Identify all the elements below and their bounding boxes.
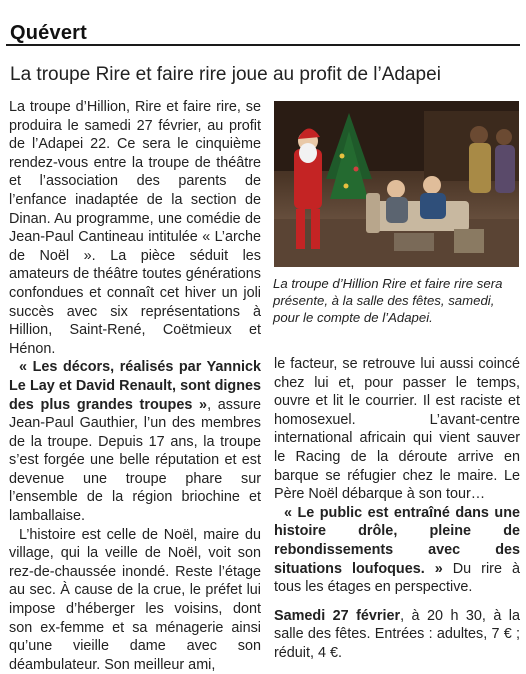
paragraph <box>9 526 261 674</box>
paragraph <box>9 98 261 358</box>
paragraph-text: le facteur, se retrouve lui aussi coincé chez lui et, pour passer le temps, ouvre et lit le courrier. Il est raciste et homosexuel. L’avant-centre international africain qui vient sauver le Racing de la déroute arrive en barque se réfugier chez le maire. Le Père Noël débarque à son tour… <box>274 356 520 503</box>
article-column-left <box>9 98 261 673</box>
section-title: Quévert <box>10 22 87 44</box>
stage-scene-image <box>274 101 519 267</box>
section-header <box>6 2 520 46</box>
paragraph-text: , assure Jean-Paul Gauthier, l’un des membres de la troupe. Depuis 17 ans, la troupe s’est forgée une belle réputation et est devenue une troupe phare sur l’ensemble de la région briochine et lamballaise. <box>9 396 261 525</box>
event-info <box>274 607 520 663</box>
event-date: Samedi 27 février <box>274 607 401 624</box>
paragraph <box>274 504 520 597</box>
article-photo <box>274 101 519 267</box>
paragraph-text: Du rire à tous les étages en perspective. <box>274 560 520 596</box>
paragraph-text: L’histoire est celle de Noël, maire du village, qui la veille de Noël, voit son rez-de-chaussée inondé. Reste l’étage au sec. À cause de la crue, le préfet lui impose d’héberger les voisins, dont son ex-femme et sa ménagerie ainsi qu’une vieille dame avec son déambulateur. Son meilleur ami, <box>9 526 261 673</box>
article-headline: La troupe Rire et faire rire joue au profit de l’Adapei <box>10 64 441 85</box>
photo-caption: La troupe d’Hillion Rire et faire rire sera présente, à la salle des fêtes, samedi, pour le compte de l’Adapei. <box>273 276 503 325</box>
paragraph-text: La troupe d’Hillion, Rire et faire rire, se produira le samedi 27 février, au profit de l’Adapei 22. Ce sera le cinquième rendez-vous entre la troupe de théâtre et l’association des parents de l’enfance inadaptée de la section de Dinan. Au programme, une comédie de Jean-Paul Cantineau intitulée « L’arche de Noël ». La pièce séduit les amateurs de théâtre toutes générations confondues et connaît cet hiver un joli succès avec six représentations à Hillion, Saint-René, Coëtmieux et Hénon. <box>9 99 261 357</box>
event-details: , à 20 h 30, à la salle des fêtes. Entrées : adultes, 7 € ; réduit, 4 €. <box>274 607 520 661</box>
pull-quote: « Les décors, réalisés par Yannick Le Lay et David Renault, sont dignes des plus grandes troupes » <box>9 359 261 413</box>
paragraph <box>9 358 261 525</box>
paragraph <box>274 355 520 504</box>
pull-quote: « Le public est entraîné dans une histoire drôle, pleine de rebondissements avec des situations loufoques. » <box>274 504 520 577</box>
article-column-right <box>274 355 520 661</box>
